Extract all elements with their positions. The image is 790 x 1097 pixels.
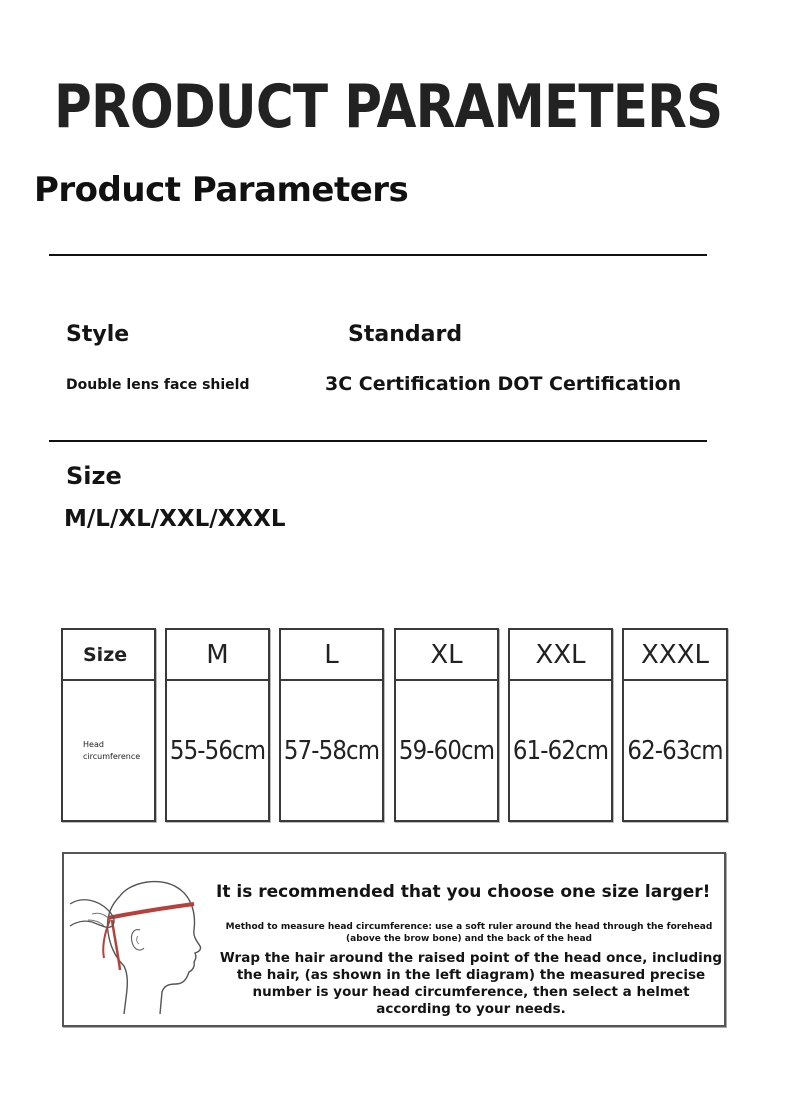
size-column-xxxl	[622, 628, 728, 822]
size-header: L	[281, 630, 382, 681]
size-header: XL	[396, 630, 497, 681]
size-label: Size	[66, 462, 122, 490]
head-circumference-label: Head circumference	[83, 739, 141, 761]
size-value: 61-62cm	[512, 735, 609, 766]
banner-title: PRODUCT PARAMETERS	[54, 72, 723, 142]
size-header: XXL	[510, 630, 611, 681]
size-column-m	[165, 628, 270, 822]
subtitle: Product Parameters	[34, 170, 409, 210]
size-value: 59-60cm	[398, 735, 495, 766]
divider-top	[49, 254, 707, 256]
measurement-instructions: Wrap the hair around the raised point of the head once, including the hair, (as shown in the left diagram) the measured precise number is your head circumference, then select a helmet according to your needs.	[219, 950, 723, 1017]
size-options: M/L/XL/XXL/XXXL	[64, 506, 286, 532]
size-column-xxl	[508, 628, 613, 822]
head-measurement-illustration	[68, 874, 208, 1022]
measurement-method: Method to measure head circumference: use a soft ruler around the head through the forehead (above the brow bone) and the back of the head	[225, 922, 713, 944]
size-table-row-header: Size	[63, 630, 154, 681]
divider-middle	[49, 440, 707, 442]
style-label: Style	[66, 322, 130, 347]
size-table-label-column	[61, 628, 156, 822]
standard-value: 3C Certification DOT Certification	[325, 373, 682, 395]
size-column-xl	[394, 628, 499, 822]
size-value: 62-63cm	[627, 735, 723, 766]
size-value: 55-56cm	[169, 735, 266, 766]
size-header: M	[167, 630, 268, 681]
measurement-note	[62, 852, 726, 1027]
size-column-l	[279, 628, 384, 822]
recommendation-title: It is recommended that you choose one size larger!	[216, 882, 711, 902]
style-value: Double lens face shield	[66, 377, 250, 393]
size-header: XXXL	[624, 630, 726, 681]
size-value: 57-58cm	[283, 735, 380, 766]
standard-label: Standard	[348, 322, 463, 347]
